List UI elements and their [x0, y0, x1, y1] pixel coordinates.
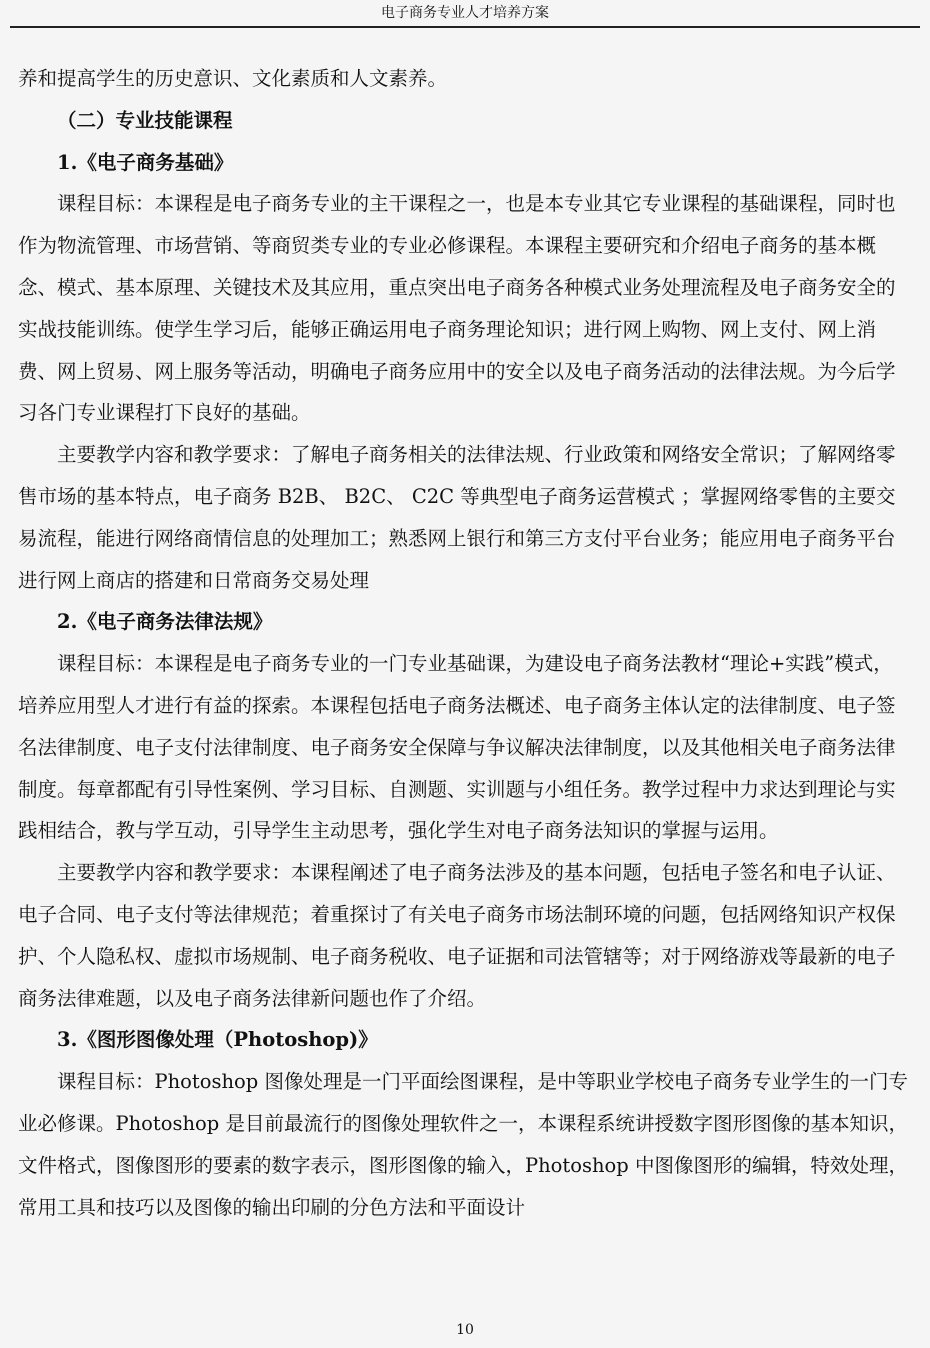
paragraph-course-3-goal: 课程目标：Photoshop 图像处理是一门平面绘图课程，是中等职业学校电子商务专业学生的一门专业必修课。Photoshop 是目前最流行的图像处理软件之一，本课程系统讲授数字图形图像的基本知识，文件格式，图像图形的要素的数字表示，图形图像的输入，Photoshop 中图像图形的编辑，特效处理，常用工具和技巧以及图像的输出印刷的分色方法和平面设计 — [18, 1070, 908, 1219]
course-heading-2: 2.《电子商务法律法规》 — [57, 610, 273, 634]
paragraph-course-1-content: 主要教学内容和教学要求：了解电子商务相关的法律法规、行业政策和网络安全常识；了解网络零售市场的基本特点，电子商务 B2B、 B2C、 C2C 等典型电子商务运营模式 ；掌握网络零售的主要交易流程，能进行网络商情信息的处理加工；熟悉网上银行和第三方支付平台业务；能应用电子商务平台进行网上商店的搭建和日常商务交易处理 — [18, 443, 896, 592]
paragraph-continued: 养和提高学生的历史意识、文化素质和人文素养。 — [18, 67, 448, 90]
page-number: 10 — [456, 1322, 474, 1338]
course-heading-1: 1.《电子商务基础》 — [57, 150, 234, 174]
paragraph-course-1-goal: 课程目标：本课程是电子商务专业的主干课程之一，也是本专业其它专业课程的基础课程，同时也作为物流管理、市场营销、等商贸类专业的专业必修课程。本课程主要研究和介绍电子商务的基本概念、模式、基本原理、关键技术及其应用，重点突出电子商务各种模式业务处理流程及电子商务安全的实战技能训练。使学生学习后，能够正确运用电子商务理论知识；进行网上购物、网上支付、网上消费、网上贸易、网上服务等活动，明确电子商务应用中的安全以及电子商务活动的法律法规。为今后学习各门专业课程打下良好的基础。 — [18, 192, 896, 425]
course-heading-3: 3.《图形图像处理（Photoshop)》 — [57, 1028, 378, 1052]
document-body — [18, 58, 908, 1228]
page-header: 电子商务专业人才培养方案 — [10, 0, 920, 28]
paragraph-course-2-content: 主要教学内容和教学要求：本课程阐述了电子商务法涉及的基本问题，包括电子签名和电子认证、电子合同、电子支付等法律规范；着重探讨了有关电子商务市场法制环境的问题，包括网络知识产权保护、个人隐私权、虚拟市场规制、电子商务税收、电子证据和司法管辖等；对于网络游戏等最新的电子商务法律难题，以及电子商务法律新问题也作了介绍。 — [18, 861, 896, 1010]
section-heading: （二）专业技能课程 — [57, 108, 233, 132]
paragraph-course-2-goal: 课程目标：本课程是电子商务专业的一门专业基础课，为建设电子商务法教材“理论+实践”模式，培养应用型人才进行有益的探索。本课程包括电子商务法概述、电子商务主体认定的法律制度、电子签名法律制度、电子支付法律制度、电子商务安全保障与争议解决法律制度，以及其他相关电子商务法律制度。每章都配有引导性案例、学习目标、自测题、实训题与小组任务。教学过程中力求达到理论与实践相结合，教与学互动，引导学生主动思考，强化学生对电子商务法知识的掌握与运用。 — [18, 652, 896, 843]
